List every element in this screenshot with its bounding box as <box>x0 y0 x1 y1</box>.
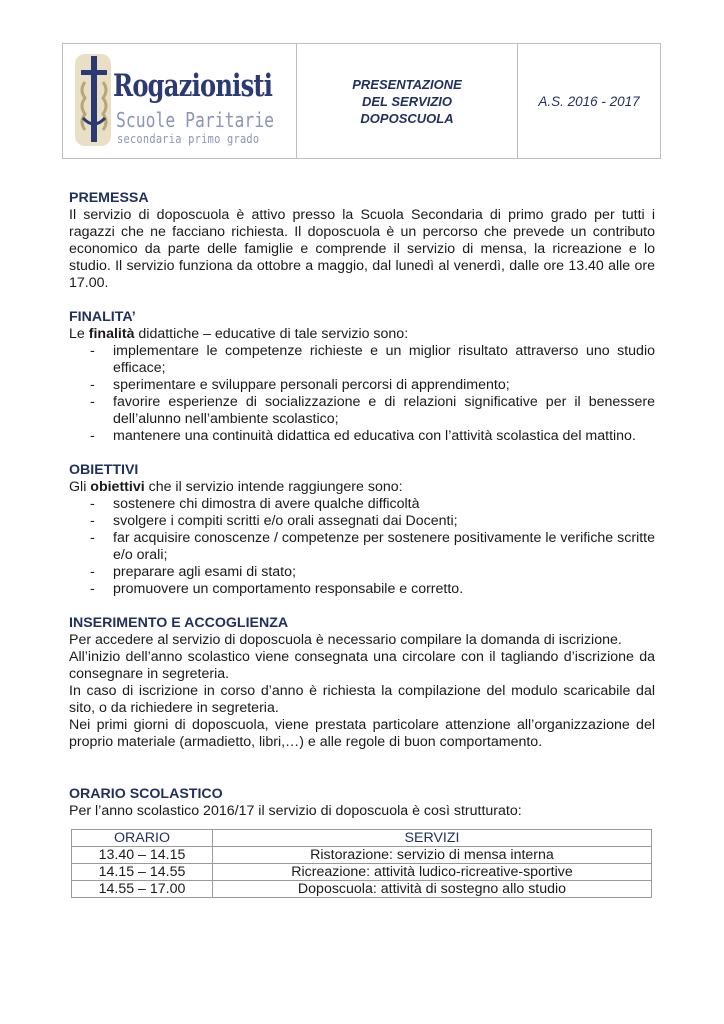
title-line-3: DOPOSCUOLA <box>360 110 454 126</box>
obiettivi-list <box>69 496 655 598</box>
list-item: - promuovere un comportamento responsabile e corretto. <box>69 581 655 598</box>
inserimento-paragraph: All’inizio dell’anno scolastico viene consegnata una circolare con il tagliando d’iscrizione da consegnare in segreteria. <box>69 649 655 682</box>
column-header-servizi: SERVIZI <box>213 830 652 847</box>
orario-intro: Per l’anno scolastico 2016/17 il servizio di doposcuola è così strutturato: <box>69 803 522 819</box>
heading-premessa: PREMESSA <box>69 190 149 206</box>
inserimento-paragraph: In caso di iscrizione in corso d’anno è richiesta la compilazione del modulo scaricabile dal sito, o da richiedere in segreteria. <box>69 683 655 716</box>
table-cell: Doposcuola: attività di sostegno allo studio <box>213 881 652 898</box>
obiettivi-intro-pre: Gli <box>69 479 91 495</box>
cross-wheat-emblem-icon <box>71 48 117 152</box>
inserimento-paragraph: Nei primi giorni di doposcuola, viene prestata particolare attenzione all’organizzazione del proprio materiale (armadietto, libri,…) e alle regole di buon comportamento. <box>69 717 655 750</box>
section-premessa <box>69 190 655 292</box>
list-item: - mantenere una continuità didattica ed educativa con l’attività scolastica del mattino. <box>69 428 655 445</box>
section-obiettivi <box>69 462 655 598</box>
header-year-cell <box>518 44 660 158</box>
table-row <box>72 881 652 898</box>
heading-orario: ORARIO SCOLASTICO <box>69 786 223 802</box>
finalita-list <box>69 343 655 445</box>
logo-name: Rogazionisti <box>113 68 273 104</box>
obiettivi-intro-post: che il servizio intende raggiungere sono: <box>144 479 403 495</box>
table-cell: 13.40 – 14.15 <box>72 847 213 864</box>
school-logo <box>71 46 297 156</box>
list-item: - far acquisire conoscenze / competenze per sostenere positivamente le verifiche scritte e/o orali; <box>69 530 655 564</box>
list-item: - svolgere i compiti scritti e/o orali assegnati dai Docenti; <box>69 513 655 530</box>
obiettivi-intro <box>69 479 655 496</box>
section-finalita <box>69 309 655 445</box>
table-cell: Ristorazione: servizio di mensa interna <box>213 847 652 864</box>
finalita-intro <box>69 326 655 343</box>
section-orario <box>69 786 655 820</box>
list-item: - sperimentare e sviluppare personali percorsi di apprendimento; <box>69 377 655 394</box>
table-header-row <box>72 830 652 847</box>
obiettivi-intro-bold: obiettivi <box>90 479 145 495</box>
schedule-table <box>71 829 652 898</box>
logo-cell <box>63 44 297 158</box>
list-item: - preparare agli esami di stato; <box>69 564 655 581</box>
table-cell: 14.55 – 17.00 <box>72 881 213 898</box>
logo-subtitle: Scuole Paritarie <box>116 108 274 132</box>
premessa-text: Il servizio di doposcuola è attivo presso la Scuola Secondaria di primo grado per tutti i ragazzi che ne facciano richiesta. Il doposcuola è un percorso che prevede un contributo economico da parte delle famiglie e comprende il servizio di mensa, la ricreazione e lo studio. Il servizio funziona da ottobre a maggio, dal lunedì al venerdì, dalle ore 13.40 alle ore 17.00. <box>69 207 655 291</box>
column-header-orario: ORARIO <box>72 830 213 847</box>
heading-inserimento: INSERIMENTO E ACCOGLIENZA <box>69 615 289 631</box>
list-item: - implementare le competenze richieste e un miglior risultato attraverso uno studio efficace; <box>69 343 655 377</box>
header-title-cell <box>297 44 518 158</box>
list-item: - favorire esperienze di socializzazione e di relazioni significative per il benessere dell’alunno nell’ambiente scolastico; <box>69 394 655 428</box>
school-year: A.S. 2016 - 2017 <box>538 93 640 109</box>
document-header <box>62 43 661 159</box>
heading-finalita: FINALITA’ <box>69 309 136 325</box>
document-title <box>352 76 462 127</box>
table-cell: Ricreazione: attività ludico-ricreative-sportive <box>213 864 652 881</box>
finalita-intro-bold: finalità <box>88 326 135 342</box>
finalita-intro-pre: Le <box>69 326 89 342</box>
table-row <box>72 864 652 881</box>
title-line-1: PRESENTAZIONE <box>352 76 462 92</box>
heading-obiettivi: OBIETTIVI <box>69 462 139 478</box>
title-line-2: DEL SERVIZIO <box>361 93 453 109</box>
finalita-intro-post: didattiche – educative di tale servizio sono: <box>134 326 409 342</box>
list-item: - sostenere chi dimostra di avere qualche difficoltà <box>69 496 655 513</box>
inserimento-paragraph: Per accedere al servizio di doposcuola è necessario compilare la domanda di iscrizione. <box>69 632 622 648</box>
section-inserimento <box>69 615 655 751</box>
table-row <box>72 847 652 864</box>
document-body <box>69 190 655 837</box>
table-cell: 14.15 – 14.55 <box>72 864 213 881</box>
logo-tagline: secondaria primo grado <box>117 132 260 146</box>
